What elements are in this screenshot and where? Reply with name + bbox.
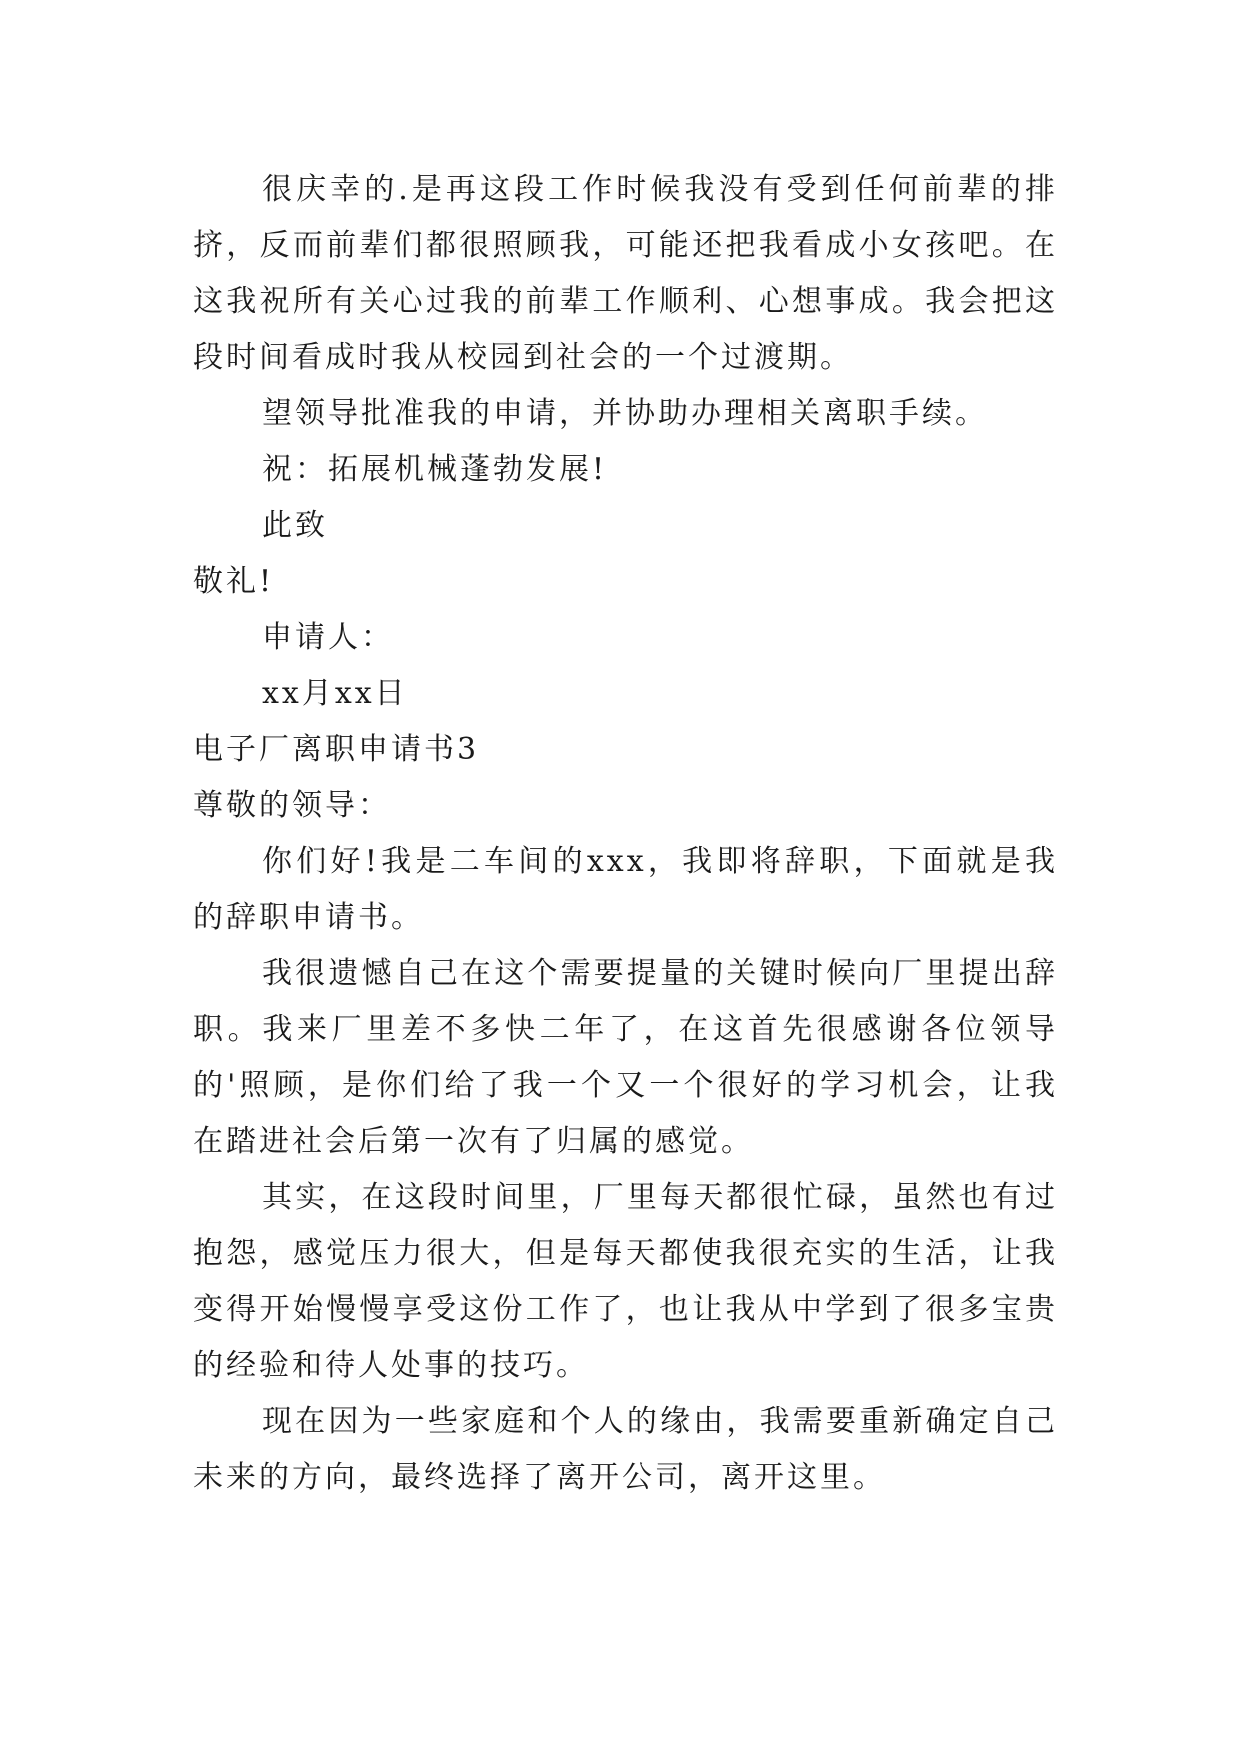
greeting-line: 尊敬的领导： — [193, 788, 391, 823]
section-title: 电子厂离职申请书3 — [193, 732, 480, 767]
applicant-label: 申请人： — [262, 620, 394, 655]
date-line: xx月xx日 — [262, 676, 408, 711]
paragraph-gratitude-colleagues: 很庆幸的.是再这段工作时候我没有受到任何前辈的排挤，反而前辈们都很照顾我，可能还把我看成小女孩吧。在这我祝所有关心过我的前辈工作顺利、心想事成。我会把这段时间看成时我从校园到社会的一个过渡期。 — [193, 172, 1058, 375]
paragraph-reason: 现在因为一些家庭和个人的缘由，我需要重新确定自己未来的方向，最终选择了离开公司，离开这里。 — [193, 1404, 1058, 1495]
paragraph-introduction: 你们好!我是二车间的xxx，我即将辞职，下面就是我的辞职申请书。 — [193, 844, 1058, 935]
closing-regards: 敬礼! — [193, 564, 275, 599]
paragraph-request-approval: 望领导批准我的申请，并协助办理相关离职手续。 — [262, 396, 988, 431]
paragraph-wishes: 祝：拓展机械蓬勃发展! — [262, 452, 608, 487]
paragraph-regret: 我很遗憾自己在这个需要提量的关键时候向厂里提出辞职。我来厂里差不多快二年了，在这首先很感谢各位领导的'照顾，是你们给了我一个又一个很好的学习机会，让我在踏进社会后第一次有了归属的感觉。 — [193, 956, 1058, 1159]
paragraph-experience: 其实，在这段时间里，厂里每天都很忙碌，虽然也有过抱怨，感觉压力很大，但是每天都使我很充实的生活，让我变得开始慢慢享受这份工作了，也让我从中学到了很多宝贵的经验和待人处事的技巧。 — [193, 1180, 1058, 1383]
closing-salutation: 此致 — [262, 508, 328, 543]
document-body — [193, 162, 1058, 1506]
